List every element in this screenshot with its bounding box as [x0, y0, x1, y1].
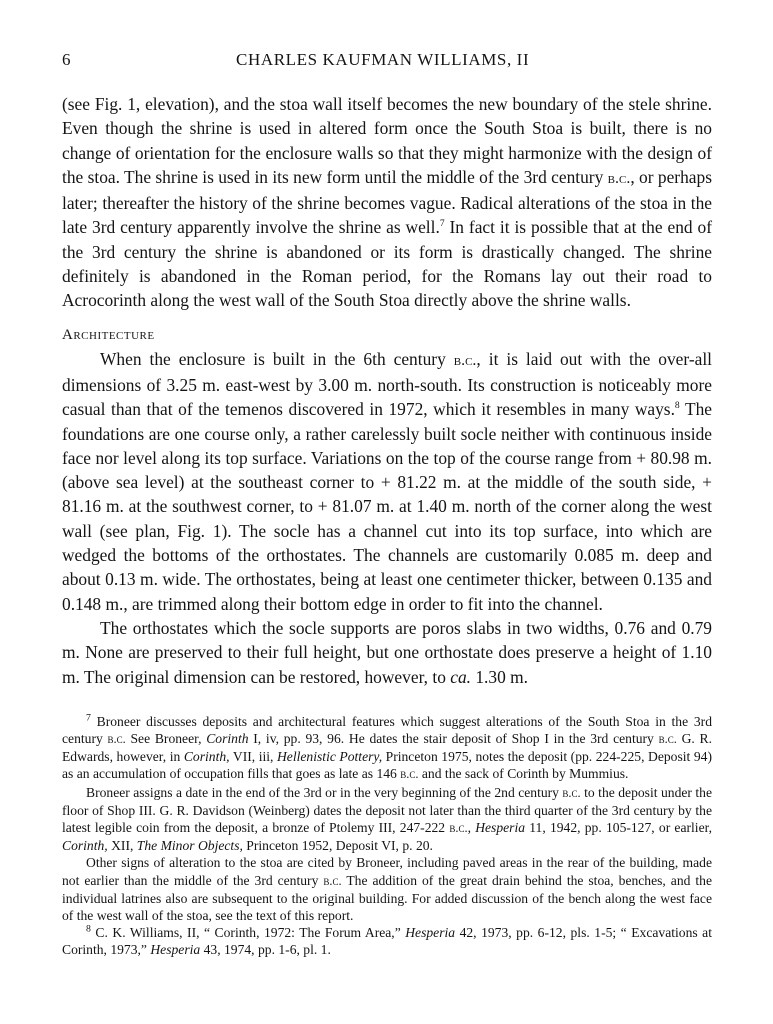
- italic-title: Corinth,: [183, 749, 230, 765]
- text-run: Princeton 1952, Deposit VI, p. 20.: [242, 838, 433, 854]
- italic-text: ca.: [450, 666, 471, 687]
- footnote-reference-7: 7: [439, 218, 445, 230]
- text-run: 1.30 m.: [471, 666, 529, 687]
- page: [62, 50, 712, 959]
- italic-title: Hellenistic Pottery,: [276, 749, 383, 765]
- italic-title: Corinth: [206, 731, 249, 747]
- text-run: and the sack of Corinth by Mummius.: [418, 766, 629, 782]
- text-run: 42, 1973, pp. 6-12, pls. 1-5; “ Excavations at Corinth, 1973,”: [62, 925, 712, 958]
- text-run: The addition of the great drain behind the stoa, benches, and the individual latrines also are subsequent to the original building. For added discussion of the bench along the west face of the west wall of the stoa, see the text of this report.: [62, 872, 712, 924]
- footnote-7: [62, 713, 712, 784]
- era-abbreviation: b.c.: [453, 351, 477, 369]
- era-abbreviation: b.c.: [400, 767, 419, 782]
- text-run: G. R. Edwards, however, in: [62, 731, 712, 765]
- running-head: CHARLES KAUFMAN WILLIAMS, II: [236, 50, 530, 69]
- italic-title: Hesperia: [475, 820, 526, 836]
- italic-title: The Minor Objects,: [136, 838, 243, 854]
- text-run: 11, 1942, pp. 105-127, or earlier,: [525, 820, 712, 836]
- text-run: to the deposit under the floor of Shop III. G. R. Davidson (Weinberg) dates the deposit not later than the third quarter of the 3rd century by the latest legible coin from the deposit, a bronze of Ptolemy III, 247-222: [62, 784, 712, 836]
- text-run: The orthostates which the socle supports are poros slabs in two widths, 0.76 and 0.79 m. None are preserved to their full height, but one orthostate does preserve a height of 1.10 m. The original dimension can be restored, however, to: [62, 617, 712, 687]
- text-run: C. K. Williams, II, “ Corinth, 1972: The Forum Area,”: [90, 925, 406, 941]
- text-run: Princeton 1975, notes the deposit (pp. 224-225, Deposit 94) as an accumulation of occupation fills that goes as late as 146: [62, 749, 712, 782]
- text-run: XII,: [107, 838, 137, 854]
- page-number: 6: [62, 50, 71, 69]
- text-run: , it is laid out with the over-all dimensions of 3.25 m. east-west by 3.00 m. north-south. Its construction is noticeably more casual than that of the temenos discovered in 1972, which it resembles in many ways.: [62, 348, 712, 420]
- text-run: See Broneer,: [125, 731, 207, 747]
- footnote-mark: 7: [86, 712, 91, 724]
- text-run: ,: [467, 820, 476, 836]
- era-abbreviation: b.c.: [449, 821, 468, 836]
- text-run: VII, iii,: [229, 749, 277, 765]
- text-run: , or perhaps later; thereafter the history of the shrine becomes vague. Radical alterations of the stoa in the late 3rd century apparently involve the shrine as well.: [62, 166, 712, 238]
- footnote-reference-8: 8: [674, 400, 680, 412]
- paragraph: [62, 347, 712, 616]
- era-abbreviation: b.c.: [562, 785, 581, 800]
- paragraph: [62, 616, 712, 689]
- page-header: [62, 50, 712, 82]
- footnote-mark: 8: [86, 923, 91, 935]
- text-run: The foundations are one course only, a rather carelessly built socle neither with continuous inside face nor level along its top surface. Variations on the top of the course range from + 80.98 m. (above sea level) at the southeast corner to + 81.22 m. at the middle of the south side, + 81.16 m. at the southwest corner, to + 81.07 m. at 1.40 m. north of the corner along the west wall (see plan, Fig. 1). The socle has a channel cut into its top surface, into which are wedged the bottoms of the orthostates. The channels are customarily 0.085 m. deep and about 0.13 m. wide. The orthostates, being at least one centimeter thicker, between 0.135 and 0.148 m., are trimmed along their bottom edge in order to fit into the channel.: [62, 399, 712, 614]
- main-text: [62, 92, 712, 689]
- era-abbreviation: b.c.: [323, 873, 342, 888]
- text-run: In fact it is possible that at the end of the 3rd century the shrine is abandoned or its form is drastically changed. The shrine definitely is abandoned in the Roman period, for the Romans lay out their road to Acrocorinth along the west wall of the South Stoa directly above the shrine walls.: [62, 217, 712, 311]
- text-run: I, iv, pp. 93, 96. He dates the stair deposit of Shop I in the 3rd century: [248, 731, 659, 747]
- footnote-7-continued: [62, 784, 712, 855]
- paragraph: [62, 92, 712, 313]
- footnotes: [62, 713, 712, 959]
- italic-title: Corinth,: [62, 838, 108, 854]
- era-abbreviation: b.c.: [607, 169, 631, 187]
- text-run: When the enclosure is built in the 6th century: [100, 348, 454, 369]
- text-run: (see Fig. 1, elevation), and the stoa wall itself becomes the new boundary of the stele shrine. Even though the shrine is used in altered form once the South Stoa is built, there is no change of orientation for the enclosure walls so that they might harmonize with the design of the stoa. The shrine is used in its new form until the middle of the 3rd century: [62, 94, 712, 187]
- text-run: Broneer assigns a date in the end of the 3rd or in the very beginning of the 2nd century: [86, 784, 563, 800]
- section-heading: Architecture: [62, 326, 155, 343]
- text-run: 43, 1974, pp. 1-6, pl. 1.: [200, 942, 331, 958]
- era-abbreviation: b.c.: [658, 732, 677, 747]
- italic-title: Hesperia: [405, 925, 456, 941]
- text-run: Other signs of alteration to the stoa are cited by Broneer, including paved areas in the rear of the building, made not earlier than the middle of the 3rd century: [62, 855, 712, 888]
- footnote-8: [62, 924, 712, 958]
- italic-title: Hesperia: [150, 942, 201, 958]
- era-abbreviation: b.c.: [107, 732, 126, 747]
- text-run: Broneer discusses deposits and architectural features which suggest alterations of the South Stoa in the 3rd century: [62, 713, 712, 747]
- footnote-7-continued: [62, 854, 712, 924]
